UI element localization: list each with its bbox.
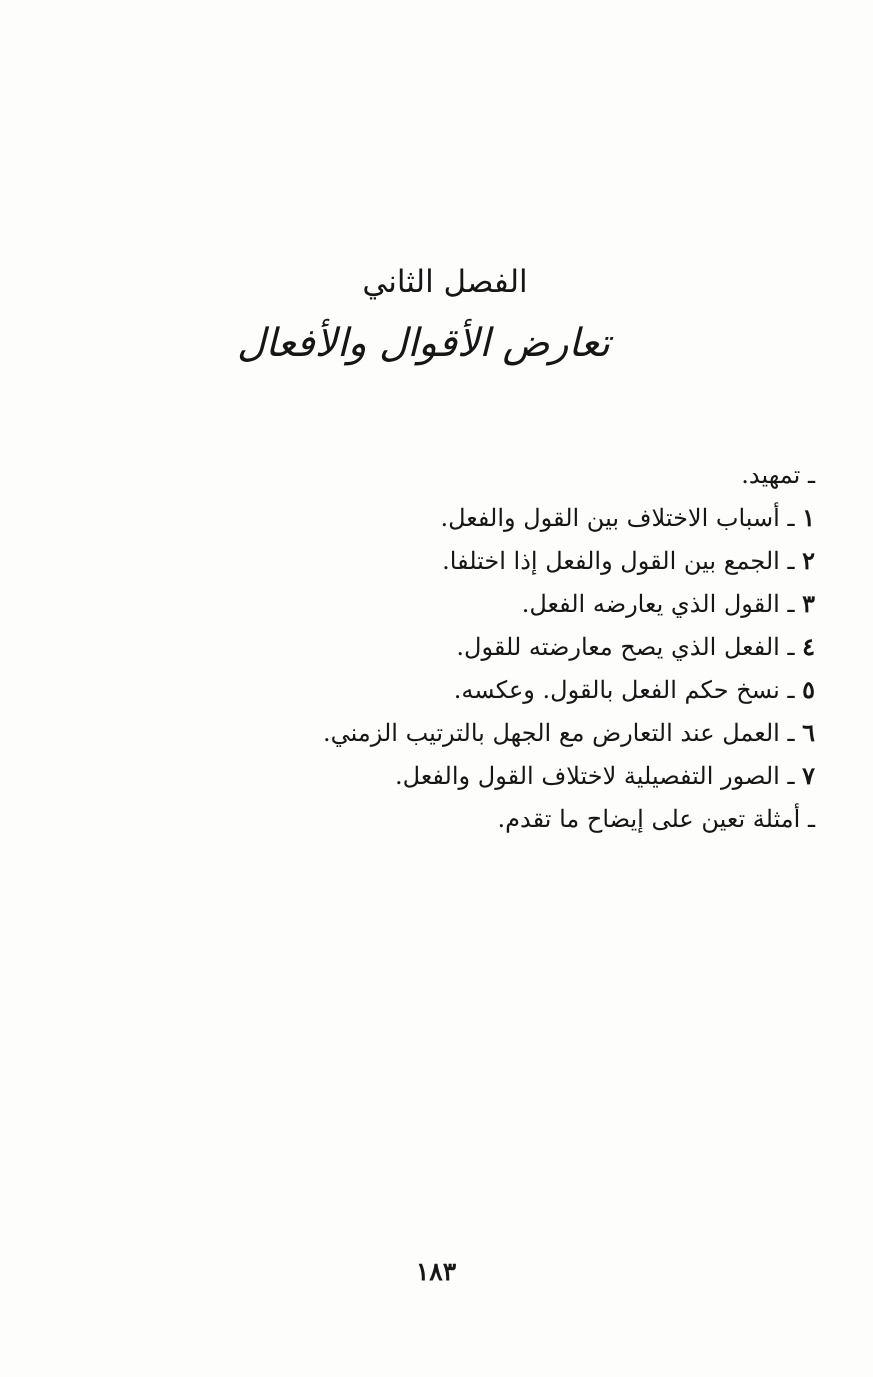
toc-item-text: ـ القول الذي يعارضه الفعل. <box>521 590 803 618</box>
toc-item-text: ـ نسخ حكم الفعل بالقول. وعكسه. <box>453 676 803 704</box>
toc-item-text: ـ الفعل الذي يصح معارضته للقول. <box>456 633 803 661</box>
toc-item-text: ـ تمهيد. <box>741 461 815 489</box>
toc-item-4 <box>275 625 815 668</box>
toc-item-examples <box>275 797 815 840</box>
toc-item-6 <box>275 711 815 754</box>
toc-item-number: ٣ <box>802 589 815 618</box>
chapter-title: تعارض الأقوال والأفعال <box>237 321 610 366</box>
toc-item-7 <box>275 754 815 797</box>
toc-item-text: ـ الصور التفصيلية لاختلاف القول والفعل. <box>395 762 803 790</box>
toc-item-number: ٧ <box>802 761 815 790</box>
toc-item-intro <box>275 453 815 496</box>
toc-item-number: ٤ <box>802 632 815 661</box>
chapter-label: الفصل الثاني <box>362 264 528 300</box>
page-number: ١٨٣ <box>415 1257 457 1286</box>
toc-item-2 <box>275 539 815 582</box>
toc-item-text: ـ أسباب الاختلاف بين القول والفعل. <box>440 504 803 532</box>
toc-item-1 <box>275 496 815 539</box>
toc-item-number: ١ <box>802 503 815 532</box>
toc-item-3 <box>275 582 815 625</box>
table-of-contents <box>275 453 815 840</box>
toc-item-text: ـ أمثلة تعين على إيضاح ما تقدم. <box>497 805 815 833</box>
toc-item-number: ٥ <box>802 675 815 704</box>
toc-item-number: ٦ <box>802 718 815 747</box>
toc-item-5 <box>275 668 815 711</box>
toc-item-text: ـ الجمع بين القول والفعل إذا اختلفا. <box>442 547 803 575</box>
toc-item-text: ـ العمل عند التعارض مع الجهل بالترتيب الزمني. <box>322 719 803 747</box>
toc-item-number: ٢ <box>802 546 815 575</box>
